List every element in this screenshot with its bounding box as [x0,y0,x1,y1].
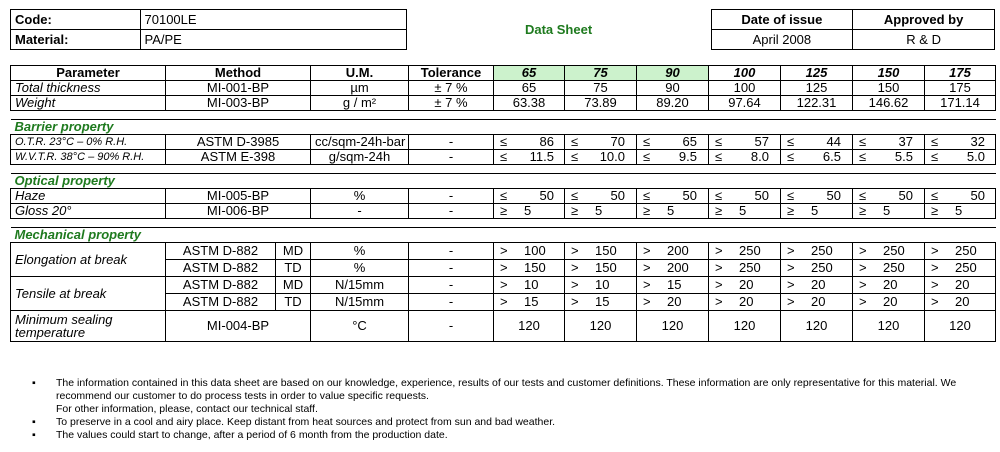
cell-value: 120 [781,311,853,342]
cell-value: 120 [565,311,637,342]
note-text: The values could start to change, after a period of 6 month from the production date. [56,429,448,441]
cell-value: > 15 [494,294,565,311]
cell-value: 120 [637,311,709,342]
table-row [11,150,996,165]
row-um: % [311,260,409,277]
cell-value: > 250 [709,260,781,277]
cell-value: ≤ 44 [781,135,853,150]
row-label: Total thickness [11,81,166,96]
row-direction: MD [276,243,311,260]
cell-value: > 20 [709,277,781,294]
table-row [11,277,996,294]
cell-value: > 250 [853,243,925,260]
spacer [11,111,996,120]
cell-value: 120 [494,311,565,342]
col-parameter: Parameter [11,66,166,81]
cell-value: > 250 [781,260,853,277]
cell-value: ≤ 50 [565,189,637,204]
row-tolerance: - [409,135,494,150]
cell-value: > 250 [709,243,781,260]
cell-value: > 250 [781,243,853,260]
cell-value: ≤ 6.5 [781,150,853,165]
cell-value: 125 [781,81,853,96]
col-method: Method [166,66,311,81]
row-label: Weight [11,96,166,111]
cell-value: ≤ 70 [565,135,637,150]
col-grade: 100 [709,66,781,81]
cell-value: > 20 [853,294,925,311]
table-row [11,81,996,96]
bullet-icon: ▪ [32,416,36,428]
cell-value: ≤ 86 [494,135,565,150]
header-table [10,9,995,50]
cell-value: ≤ 5.0 [925,150,996,165]
cell-value: > 10 [565,277,637,294]
row-tolerance: - [409,243,494,260]
row-um: µm [311,81,409,96]
col-grade: 65 [494,66,565,81]
row-tolerance: - [409,277,494,294]
cell-value: > 20 [709,294,781,311]
row-method: ASTM D-882 [166,243,276,260]
cell-value: ≤ 11.5 [494,150,565,165]
row-direction: TD [276,260,311,277]
cell-value: 175 [925,81,996,96]
cell-value: > 20 [637,294,709,311]
row-um: N/15mm [311,277,409,294]
row-um: cc/sqm-24h-bar [311,135,409,150]
cell-value: ≤ 50 [494,189,565,204]
cell-value: > 200 [637,243,709,260]
date-label: Date of issue [711,10,853,30]
cell-value: ≥ 5 [637,204,709,219]
cell-value: > 150 [565,243,637,260]
cell-value: ≤ 10.0 [565,150,637,165]
row-tolerance: - [409,294,494,311]
col-grade: 90 [637,66,709,81]
spacer [11,219,996,228]
row-um: % [311,243,409,260]
cell-value: 63.38 [494,96,565,111]
row-tolerance: ± 7 % [409,81,494,96]
note-text: To preserve in a cool and airy place. Keep distant from heat sources and protect from sun and bad weather. [56,416,556,428]
cell-value: > 20 [925,294,996,311]
cell-value: > 20 [853,277,925,294]
row-label: O.T.R. 23°C – 0% R.H. [11,135,166,150]
cell-value: > 15 [637,277,709,294]
row-label: Elongation at break [11,243,166,277]
cell-value: ≤ 50 [925,189,996,204]
row-method: ASTM D-882 [166,277,276,294]
cell-value: ≤ 8.0 [709,150,781,165]
bullet-icon: ▪ [32,377,36,389]
col-grade: 150 [853,66,925,81]
row-label: Gloss 20° [11,204,166,219]
cell-value: ≤ 5.5 [853,150,925,165]
row-um: g/sqm-24h [311,150,409,165]
cell-value: > 20 [781,277,853,294]
row-direction: MD [276,277,311,294]
cell-value: > 200 [637,260,709,277]
code-value: 70100LE [140,10,406,30]
cell-value: ≥ 5 [853,204,925,219]
cell-value: ≥ 5 [494,204,565,219]
cell-value: > 150 [565,260,637,277]
cell-value: ≤ 57 [709,135,781,150]
row-label: Tensile at break [11,277,166,311]
cell-value: 97.64 [709,96,781,111]
row-method: ASTM E-398 [166,150,311,165]
note-text: The information contained in this data sheet are based on our knowledge, experience, results of our tests and customer definitions. These information are only representative for this material. We recommend our customer to do process tests in order to value specific requests. [56,377,957,402]
row-label: Haze [11,189,166,204]
cell-value: 146.62 [853,96,925,111]
cell-value: ≤ 50 [637,189,709,204]
cell-value: 120 [925,311,996,342]
material-value: PA/PE [140,30,406,50]
col-um: U.M. [311,66,409,81]
table-row [11,96,996,111]
cell-value: ≥ 5 [781,204,853,219]
col-grade: 75 [565,66,637,81]
cell-value: 120 [709,311,781,342]
cell-value: 100 [709,81,781,96]
row-method: ASTM D-882 [166,294,276,311]
row-tolerance: - [409,189,494,204]
row-method: MI-001-BP [166,81,311,96]
code-label: Code: [11,10,141,30]
note-item [32,416,972,429]
row-tolerance: - [409,204,494,219]
section-title-barrier: Barrier property [11,120,996,135]
cell-value: ≤ 50 [781,189,853,204]
cell-value: > 15 [565,294,637,311]
cell-value: 150 [853,81,925,96]
page-title: Data Sheet [406,10,711,50]
row-um: N/15mm [311,294,409,311]
cell-value: 122.31 [781,96,853,111]
cell-value: ≤ 50 [853,189,925,204]
row-method: MI-003-BP [166,96,311,111]
table-row [11,243,996,260]
spacer [11,165,996,174]
date-value: April 2008 [711,30,853,50]
note-text: For other information, please, contact our technical staff. [56,403,318,415]
col-tolerance: Tolerance [409,66,494,81]
cell-value: > 10 [494,277,565,294]
section-title-mechanical: Mechanical property [11,228,996,243]
cell-value: ≥ 5 [925,204,996,219]
note-item [32,377,972,416]
material-label: Material: [11,30,141,50]
cell-value: 73.89 [565,96,637,111]
approved-label: Approved by [853,10,995,30]
row-method: ASTM D-3985 [166,135,311,150]
row-label: Minimum sealing temperature [11,311,166,342]
row-um: g / m² [311,96,409,111]
cell-value: > 20 [781,294,853,311]
bullet-icon: ▪ [32,429,36,441]
row-tolerance: ± 7 % [409,96,494,111]
cell-value: 90 [637,81,709,96]
table-row [11,189,996,204]
cell-value: 120 [853,311,925,342]
col-grade: 125 [781,66,853,81]
row-tolerance: - [409,311,494,342]
cell-value: > 250 [853,260,925,277]
row-direction: TD [276,294,311,311]
cell-value: > 150 [494,260,565,277]
row-tolerance: - [409,260,494,277]
row-tolerance: - [409,150,494,165]
cell-value: 171.14 [925,96,996,111]
row-method: ASTM D-882 [166,260,276,277]
cell-value: 65 [494,81,565,96]
cell-value: ≥ 5 [565,204,637,219]
cell-value: ≤ 65 [637,135,709,150]
note-item [32,429,972,442]
table-row [11,135,996,150]
cell-value: > 250 [925,260,996,277]
column-header-row [11,66,996,81]
cell-value: ≤ 37 [853,135,925,150]
cell-value: ≤ 50 [709,189,781,204]
cell-value: > 250 [925,243,996,260]
row-label: W.V.T.R. 38°C – 90% R.H. [11,150,166,165]
data-table [10,65,996,342]
cell-value: > 20 [925,277,996,294]
row-method: MI-005-BP [166,189,311,204]
row-method: MI-006-BP [166,204,311,219]
cell-value: 89.20 [637,96,709,111]
section-title-optical: Optical property [11,174,996,189]
row-um: - [311,204,409,219]
row-um: °C [311,311,409,342]
cell-value: ≤ 32 [925,135,996,150]
cell-value: > 100 [494,243,565,260]
col-grade: 175 [925,66,996,81]
row-um: % [311,189,409,204]
cell-value: 75 [565,81,637,96]
notes-list [32,377,972,442]
row-method: MI-004-BP [166,311,311,342]
table-row [11,204,996,219]
table-row [11,311,996,342]
cell-value: ≤ 9.5 [637,150,709,165]
approved-value: R & D [853,30,995,50]
cell-value: ≥ 5 [709,204,781,219]
